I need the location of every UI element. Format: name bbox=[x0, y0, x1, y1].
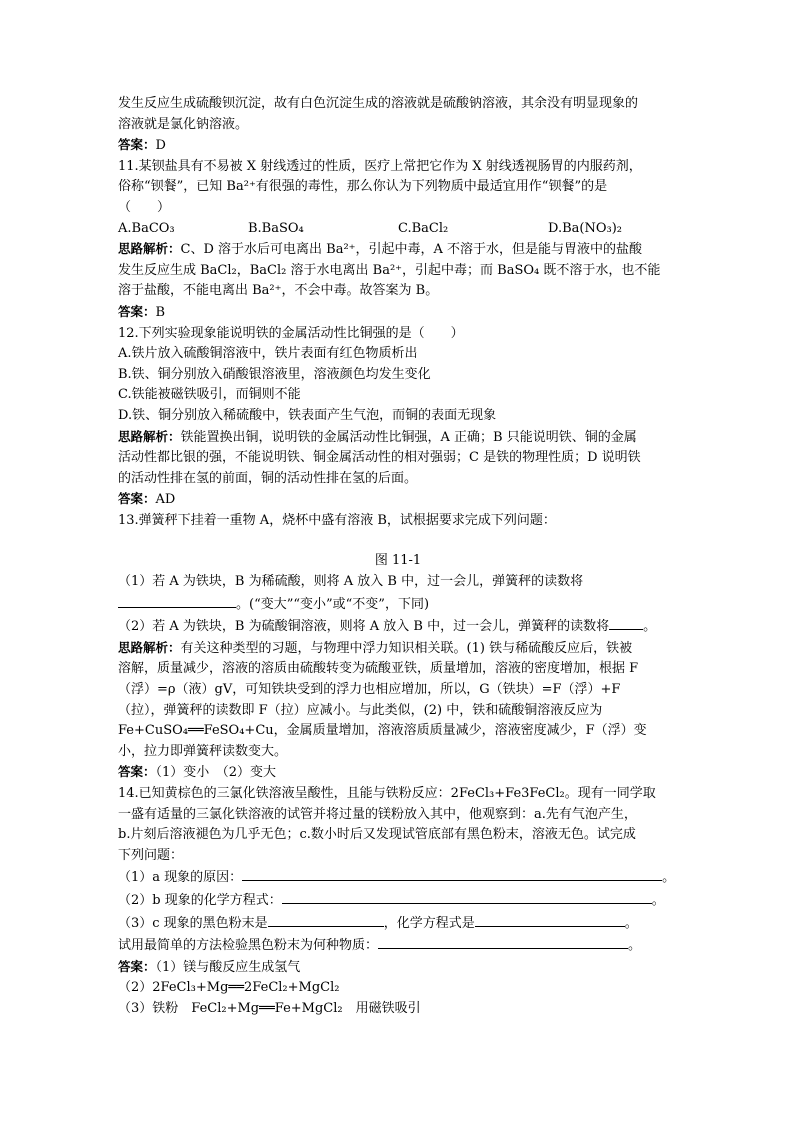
question-13: 13.弹簧秤下挂着一重物 A，烧杯中盛有溶液 B，试根据要求完成下列问题： bbox=[118, 512, 556, 528]
answer-value: D bbox=[155, 138, 166, 154]
text-line: 活动性都比银的强，不能说明铁、铜金属活动性的相对强弱；C 是铁的物理性质；D 说明铁 bbox=[118, 450, 641, 466]
text-line: b.片刻后溶液褪色为几乎无色；c.数小时后又发现试管底部有黑色粉末，溶液无色。试完成 bbox=[118, 827, 636, 843]
analysis-label: 思路解析： bbox=[118, 428, 181, 444]
text-line: （ ） bbox=[118, 199, 171, 215]
text-line: 一盛有适量的三氯化铁溶液的试管并将过量的镁粉放入其中，他观察到：a.先有气泡产生， bbox=[118, 806, 637, 822]
answer-line bbox=[118, 762, 678, 784]
option-c: C.BaCl₂ bbox=[398, 220, 449, 236]
answer-label: 答案： bbox=[118, 764, 156, 780]
fill-line: （3）c 现象的黑色粉末是 ，化学方程式是 。 bbox=[118, 912, 678, 935]
figure-caption: 图 11-1 bbox=[374, 553, 422, 569]
text-line: 发生反应生成 BaCl₂，BaCl₂ 溶于水电离出 Ba²⁺，引起中毒；而 BaSO₄ 既不溶于水，也不能 bbox=[118, 262, 661, 278]
text-line: 溶液就是氯化钠溶液。 bbox=[118, 116, 249, 132]
answer-value: B bbox=[155, 304, 166, 320]
text-line: 溶解，质量减少，溶液的溶质由硫酸转变为硫酸亚铁，质量增加，溶液的密度增加，根据 F bbox=[118, 661, 639, 677]
answer-value: （1）镁与酸反应生成氢气 bbox=[155, 959, 301, 975]
answer-label: 答案： bbox=[118, 491, 156, 507]
analysis-line: 思路解析：铁能置换出铜，说明铁的金属活动性比铜强，A 正确；B 只能说明铁、铜的金属 bbox=[118, 428, 637, 445]
text-line: （3）铁粉 FeCl₂+Mg══Fe+MgCl₂ 用磁铁吸引 bbox=[118, 1000, 421, 1016]
answer-blank[interactable] bbox=[268, 912, 384, 927]
option-d: D.铁、铜分别放入稀硫酸中，铁表面产生气泡，而铜的表面无现象 bbox=[118, 407, 497, 423]
option-a: A.BaCO₃ bbox=[118, 220, 175, 236]
document-page bbox=[118, 94, 678, 1020]
answer-value: AD bbox=[155, 492, 176, 508]
text-line: 下列问题： bbox=[118, 847, 184, 863]
option-d: D.Ba(NO₃)₂ bbox=[548, 220, 622, 236]
fill-line: 。(“变大”“变小”或“不变”，下同) bbox=[118, 593, 678, 616]
text-line: 小，拉力即弹簧秤读数变大。 bbox=[118, 743, 288, 759]
answer-line bbox=[118, 489, 678, 511]
figure-placeholder bbox=[118, 531, 678, 551]
option-b: B.BaSO₄ bbox=[248, 220, 304, 236]
text-line: 的活动性排在氢的前面，铜的活动性排在氢的后面。 bbox=[118, 470, 418, 486]
answer-blank[interactable] bbox=[609, 615, 643, 630]
text-line: （1）若 A 为铁块，B 为稀硫酸，则将 A 放入 B 中，过一会儿，弹簧秤的读数将 bbox=[118, 574, 584, 590]
answer-line bbox=[118, 957, 678, 979]
analysis-label: 思路解析： bbox=[118, 639, 181, 655]
analysis-label: 思路解析： bbox=[118, 241, 181, 257]
text-line: （浮）=ρ（液）gV，可知铁块受到的浮力也相应增加，所以，G（铁块）=F（浮）+F bbox=[118, 682, 621, 698]
answer-blank[interactable] bbox=[282, 889, 652, 904]
answer-label: 答案： bbox=[118, 137, 156, 153]
answer-label: 答案： bbox=[118, 958, 156, 974]
q11-options bbox=[118, 219, 678, 240]
answer-blank[interactable] bbox=[475, 912, 625, 927]
fill-line: （1）a 现象的原因： 。 bbox=[118, 866, 678, 889]
fill-line: 试用最简单的方法检验黑色粉末为何种物质： 。 bbox=[118, 934, 678, 957]
answer-line bbox=[118, 302, 678, 324]
question-12: 12.下列实验现象能说明铁的金属活动性比铜强的是（ ） bbox=[118, 325, 464, 341]
answer-line bbox=[118, 135, 678, 157]
question-14: 14.已知黄棕色的三氯化铁溶液呈酸性，且能与铁粉反应：2FeCl₃+Fe3FeCl₂。现有一同学取 bbox=[118, 786, 656, 801]
text-line: 发生反应生成硫酸钡沉淀，故有白色沉淀生成的溶液就是硫酸钠溶液，其余没有明显现象的 bbox=[118, 96, 639, 111]
answer-blank[interactable] bbox=[118, 593, 236, 608]
text-line: Fe+CuSO₄══FeSO₄+Cu，金属质量增加，溶液溶质质量减少，溶液密度减少，F（浮）变 bbox=[118, 723, 647, 739]
option-c: C.铁能被磁铁吸引，而铜则不能 bbox=[118, 387, 301, 403]
answer-label: 答案： bbox=[118, 303, 156, 319]
text-line: 俗称“钡餐”，已知 Ba²⁺有很强的毒性，那么你认为下列物质中最适宜用作“钡餐”的是 bbox=[118, 179, 608, 195]
analysis-line: 思路解析：有关这种类型的习题，与物理中浮力知识相关联。(1) 铁与稀硫酸反应后，铁被 bbox=[118, 639, 633, 656]
answer-blank[interactable] bbox=[242, 866, 662, 881]
text-line: 溶于盐酸，不能电离出 Ba²⁺，不会中毒。故答案为 B。 bbox=[118, 283, 439, 299]
option-b: B.铁、铜分别放入硝酸银溶液里，溶液颜色均发生变化 bbox=[118, 366, 431, 382]
fill-line: （2）b 现象的化学方程式： 。 bbox=[118, 889, 678, 912]
answer-value: （1）变小 （2）变大 bbox=[155, 765, 277, 781]
question-11: 11.某钡盐具有不易被 X 射线透过的性质，医疗上常把它作为 X 射线透视肠胃的内服药剂， bbox=[118, 158, 642, 174]
answer-blank[interactable] bbox=[378, 934, 628, 949]
text-line: （2）2FeCl₃+Mg══2FeCl₂+MgCl₂ bbox=[118, 980, 340, 996]
option-a: A.铁片放入硫酸铜溶液中，铁片表面有红色物质析出 bbox=[118, 346, 418, 362]
analysis-line: 思路解析：C、D 溶于水后可电离出 Ba²⁺，引起中毒，A 不溶于水，但是能与胃液中的盐酸 bbox=[118, 241, 643, 258]
fill-line: （2）若 A 为铁块，B 为硫酸铜溶液，则将 A 放入 B 中，过一会儿，弹簧秤的读数将 。 bbox=[118, 615, 678, 638]
text-line: （拉），弹簧秤的读数即 F（拉）应减小。与此类似，(2) 中，铁和硫酸铜溶液反应为 bbox=[118, 702, 603, 718]
